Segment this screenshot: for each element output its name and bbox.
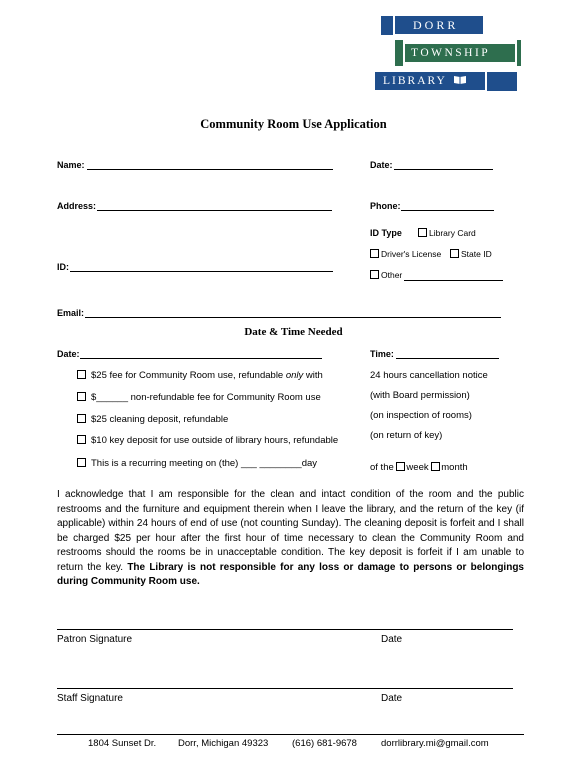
drivers-license-checkbox[interactable] — [370, 249, 379, 258]
drivers-license-option[interactable] — [370, 249, 441, 259]
state-id-checkbox[interactable] — [450, 249, 459, 258]
week-label: week — [406, 462, 429, 473]
date-time-heading: Date & Time Needed — [244, 326, 343, 338]
state-id-option[interactable] — [450, 249, 492, 259]
logo-accent-green-right — [517, 40, 521, 66]
library-card-option[interactable] — [418, 228, 476, 238]
cleaning-deposit-item[interactable] — [77, 414, 228, 425]
needed-date-label: Date: — [57, 349, 80, 359]
key-return-note: (on return of key) — [370, 430, 443, 441]
board-permission-note: (with Board permission) — [370, 390, 470, 401]
book-icon — [453, 72, 467, 90]
other-id-checkbox[interactable] — [370, 270, 379, 279]
logo-text-library: LIBRARY — [383, 75, 447, 87]
library-card-checkbox[interactable] — [418, 228, 427, 237]
recurring-text: This is a recurring meeting on (the) ___ ________day — [91, 458, 318, 469]
state-id-label: State ID — [461, 249, 492, 259]
logo-accent-green-left — [395, 40, 403, 66]
name-label: Name: — [57, 160, 85, 170]
phone-label: Phone: — [370, 201, 401, 211]
cleaning-deposit-text: $25 cleaning deposit, refundable — [91, 414, 229, 425]
logo-line-1 — [395, 16, 483, 34]
logo-line-2 — [405, 44, 515, 62]
footer-city: Dorr, Michigan 49323 — [178, 738, 269, 749]
nonrefundable-fee-item[interactable] — [77, 392, 321, 403]
recurring-frequency — [370, 462, 468, 473]
other-id-field[interactable] — [404, 280, 503, 281]
fee-checkbox[interactable] — [77, 370, 86, 379]
fee-text-end: with — [303, 370, 323, 381]
fee-text: $25 fee for Community Room use, refundable — [91, 370, 286, 381]
logo-line-3 — [375, 72, 485, 90]
date-label: Date: — [370, 160, 393, 170]
id-type-label: ID Type — [370, 228, 402, 238]
staff-signature-line[interactable] — [57, 688, 513, 689]
logo-text-township: TOWNSHIP — [411, 47, 491, 59]
agreement-bold-text: The Library is not responsible for any loss or damage to persons or belongings during Community Room use. — [57, 561, 524, 587]
id-field[interactable] — [70, 271, 333, 272]
nonrefundable-fee-text-start: $ — [91, 392, 97, 403]
nonrefundable-fee-checkbox[interactable] — [77, 392, 86, 401]
other-id-label: Other — [381, 270, 403, 280]
nonrefundable-fee-text: non-refundable fee for Community Room use — [128, 392, 321, 403]
other-id-option[interactable] — [370, 270, 402, 280]
library-card-label: Library Card — [429, 228, 476, 238]
staff-date-label: Date — [381, 693, 403, 704]
footer-address: 1804 Sunset Dr. — [88, 738, 157, 749]
recurring-prefix: of the — [370, 462, 397, 473]
key-deposit-text: $10 key deposit for use outside of library hours, refundable — [91, 435, 339, 446]
page-title: Community Room Use Application — [200, 117, 387, 131]
fee-text-emphasis: only — [285, 370, 304, 381]
logo-text-dorr: DORR — [413, 18, 459, 32]
phone-field[interactable] — [401, 210, 494, 211]
agreement-paragraph — [57, 488, 524, 590]
needed-date-field[interactable] — [80, 358, 322, 359]
nonrefundable-fee-blank[interactable]: ______ — [96, 392, 128, 403]
inspection-note: (on inspection of rooms) — [370, 410, 472, 421]
recurring-checkbox[interactable] — [77, 458, 86, 467]
drivers-license-label: Driver's License — [381, 249, 442, 259]
address-label: Address: — [57, 201, 97, 211]
patron-date-label: Date — [381, 634, 403, 645]
patron-signature-line[interactable] — [57, 629, 513, 630]
footer-rule — [57, 734, 524, 735]
cleaning-deposit-checkbox[interactable] — [77, 414, 86, 423]
email-label: Email: — [57, 308, 85, 318]
date-field[interactable] — [394, 169, 493, 170]
name-field[interactable] — [87, 169, 333, 170]
week-checkbox[interactable] — [396, 462, 405, 471]
email-field[interactable] — [85, 317, 501, 318]
logo-accent-dark-bottom — [487, 72, 517, 91]
recurring-item[interactable] — [77, 458, 317, 469]
fee-item[interactable] — [77, 370, 323, 381]
patron-signature-label: Patron Signature — [57, 634, 133, 645]
month-label: month — [441, 462, 468, 473]
footer-phone: (616) 681-9678 — [292, 738, 357, 749]
month-checkbox[interactable] — [431, 462, 440, 471]
key-deposit-checkbox[interactable] — [77, 435, 86, 444]
needed-time-label: Time: — [370, 349, 394, 359]
id-label: ID: — [57, 262, 69, 272]
footer-email[interactable]: dorrlibrary.mi@gmail.com — [381, 738, 489, 749]
agreement-text: I acknowledge that I am responsible for the clean and intact condition of the room and the public restrooms and the furniture and equipment therein when I leave the library, and the return of the key (if applicable) within 24 hours of end of use (not counting Sunday). The cleaning deposit is forfeit and I shall be charged $25 per hour after the first hour of time necessary to clean the Community Room and restrooms should the rooms be in unacceptable condition. The key deposit is forfeit if I am unable to return the key. — [57, 489, 524, 573]
address-field[interactable] — [97, 210, 332, 211]
logo-accent-dark — [381, 16, 393, 35]
key-deposit-item[interactable] — [77, 435, 338, 446]
staff-signature-label: Staff Signature — [57, 693, 123, 704]
cancellation-note: 24 hours cancellation notice — [370, 370, 488, 381]
needed-time-field[interactable] — [396, 358, 499, 359]
